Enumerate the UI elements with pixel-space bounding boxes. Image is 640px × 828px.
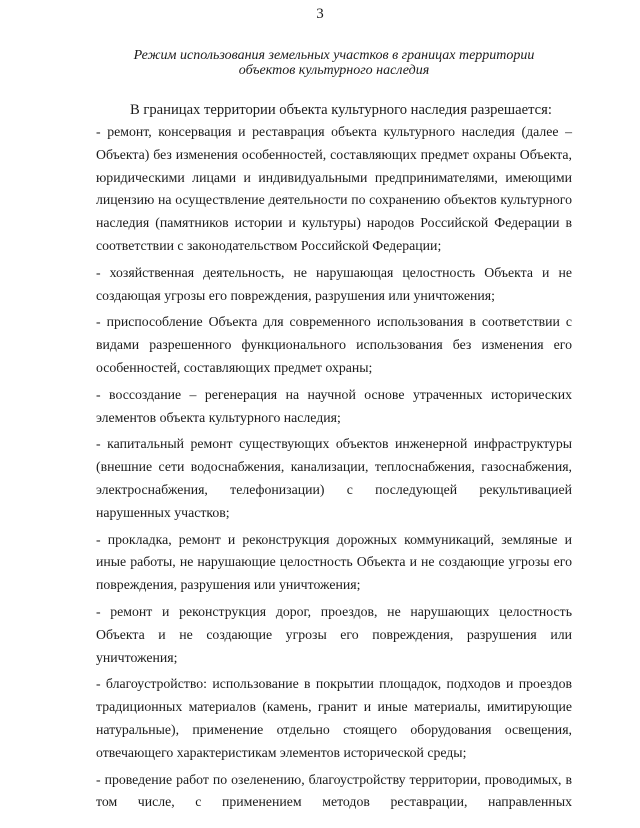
list-item: - приспособление Объекта для современного использования в соответствии с видами разрешенного функционального использования без изменения его особенностей, составляющих предмет охраны;	[96, 314, 572, 375]
list-item: - капитальный ремонт существующих объектов инженерной инфраструктуры (внешние сети водоснабжения, канализации, теплоснабжения, газоснабжения, электроснабжения, телефонизации) с последующей рекультивацией нарушенных участков;	[96, 436, 572, 520]
list-item: - ремонт и реконструкция дорог, проездов, не нарушающих целостность Объекта и не создающие угрозы его повреждения, разрушения или уничтожения;	[96, 603, 572, 665]
list-item: - прокладка, ремонт и реконструкция дорожных коммуникаций, земляные и иные работы, не нарушающие целостность Объекта и не создающие угрозы его повреждения, разрушения или уничтожения;	[96, 531, 572, 593]
title-line-1: Режим использования земельных участков в границах территории	[133, 48, 535, 63]
list-item: - ремонт, консервация и реставрация объекта культурного наследия (далее – Объекта) без изменения особенностей, составляющих предмет охраны Объекта, юридическими лицами и индивидуальными предпринимателями, имеющими лицензию на осуществление деятельности по сохранению объектов культурного наследия (памятников истории и культуры) народов Российской Федерации в соответствии с законодательством Российской Федерации;	[96, 124, 572, 253]
document-title	[96, 48, 572, 78]
document-body	[96, 100, 572, 818]
page-number: 3	[316, 6, 324, 22]
list-item: - воссоздание – регенерация на научной основе утраченных исторических элементов объекта культурного наследия;	[96, 386, 572, 425]
list-item: - проведение работ по озеленению, благоустройству территории, проводимых, в том числе, с применением методов реставрации, направленных	[96, 771, 572, 810]
title-line-2: объектов культурного наследия	[238, 63, 430, 78]
intro-paragraph: В границах территории объекта культурного наследия разрешается:	[130, 102, 552, 118]
list-item: - благоустройство: использование в покрытии площадок, подходов и проездов традиционных материалов (камень, гранит и иные материалы, имитирующие натуральные), применение отдельно стоящего оборудования освещения, отвечающего характеристикам элементов исторической среды;	[96, 676, 572, 760]
list-item: - хозяйственная деятельность, не нарушающая целостность Объекта и не создающая угрозы его повреждения, разрушения или уничтожения;	[96, 264, 572, 303]
